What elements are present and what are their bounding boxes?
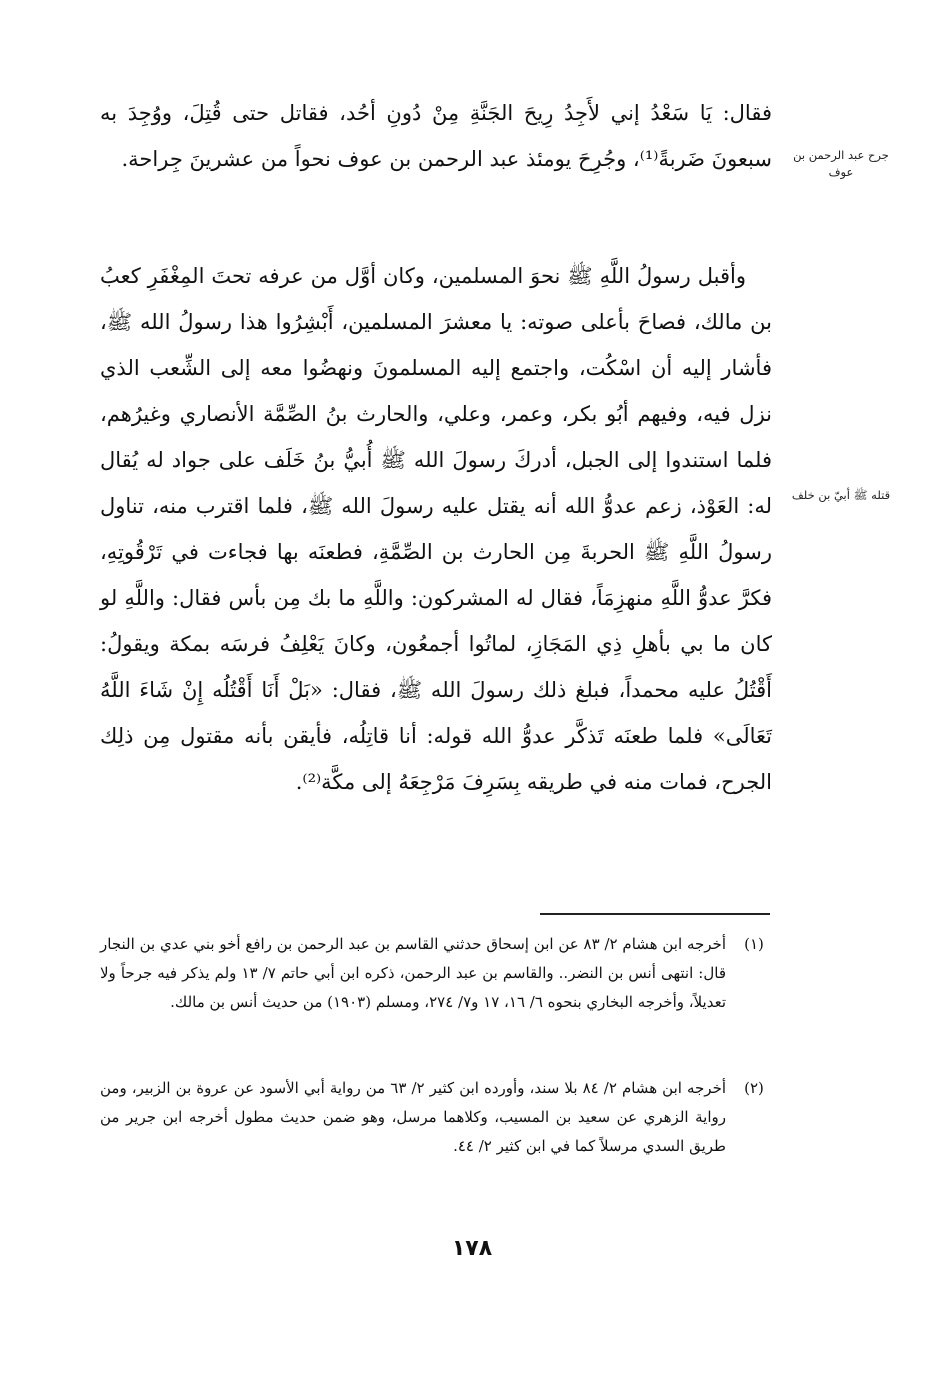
footnote-2 (100, 1074, 772, 1161)
footnote-text: أخرجه ابن هشام ٢/ ٨٤ بلا سند، وأورده ابن كثير ٢/ ٦٣ من رواية أبي الأسود عن عروة بن الزبير، ومن رواية الزهري عن سعيد بن المسيب، وكلاهما مرسل، وهو ضمن حديث مطول أخرجه ابن جرير من طريق السدي مرسلاً كما في ابن كثير ٢/ ٤٤. (100, 1079, 727, 1155)
footnote-separator (540, 913, 770, 915)
footnote-number: (١) (744, 935, 764, 953)
main-paragraph-2: وأقبل رسولُ اللَّهِ ﷺ نحوَ المسلمين، وكان أوَّل من عرفه تحتَ المِغْفَرِ كعبُ بن مالك، فصاحَ بأعلى صوته: يا معشرَ المسلمين، أَبْشِرُوا هذا رسولُ الله ﷺ، فأشار إليه أن اسْكُت، واجتمع إليه المسلمونَ ونهضُوا معه إلى الشِّعب الذي نزل فيه، وفيهم أبُو بكر، وعمر، وعلي، والحارث بنُ الصِّمَّة الأنصاري وغيرُهم، فلما استندوا إلى الجبل، أدركَ رسولَ الله ﷺ أُبيُّ بنُ خَلَف على جواد له يُقال له: العَوْذ، زعم عدوُّ الله أنه يقتل عليه رسولَ الله ﷺ، فلما اقترب منه، تناول رسولُ اللَّهِ ﷺ الحربةَ مِن الحارث بن الصِّمَّةِ، فطعنَه بها فجاءت في تَرْقُوتِهِ، فكرَّ عدوُّ اللَّهِ منهزِمَاً، فقال له المشركون: واللَّهِ ما بك مِن بأس فقال: واللَّهِ لو كان ما بي بأهلِ ذِي المَجَازِ، لماتُوا أجمعُون، وكانَ يَعْلِفُ فرسَه بمكة ويقولُ: أَقْتُلُ عليه محمداً، فبلغ ذلك رسولَ الله ﷺ، فقال: «بَلْ أَنَا أَقْتُلُه إِنْ شَاءَ اللَّهُ تَعَالَى» فلما طعنَه تَذكَّر عدوُّ الله قوله: أنا قاتِلُه، فأيقن بأنه مقتول مِن ذلِك الجرح، فمات منه في طريقه بِسَرِفَ مَرْجِعَهُ إلى مكَّة⁽²⁾. (100, 264, 772, 794)
footnote-1 (100, 930, 772, 1017)
page-number: ١٧٨ (451, 1236, 493, 1261)
footnote-number: (٢) (744, 1079, 764, 1097)
margin-note-abdulrahman: جرح عبد الرحمن بن عوف (793, 148, 889, 179)
footnote-text: أخرجه ابن هشام ٢/ ٨٣ عن ابن إسحاق حدثني القاسم بن عبد الرحمن بن رافع أخو بني عدي بن النجار قال: انتهى أنس بن النضر.. والقاسم بن عبد الرحمن، ذكره ابن أبي حاتم ٧/ ١٣ ولم يذكر فيه جرحاً ولا تعديلاً، وأخرجه البخاري بنحوه ٦/ ١٦، ١٧ و٧/ ٢٧٤، ومسلم (١٩٠٣) من حديث أنس بن مالك. (100, 935, 726, 1011)
margin-note-ubayy: قتله ﷺ أبيّ بن خلف (791, 488, 891, 502)
main-paragraph-1: فقال: يَا سَعْدُ إني لأَجِدُ رِيحَ الجَنَّةِ مِنْ دُونِ أحُد، فقاتل حتى قُتِلَ، ووُجِدَ به سبعونَ ضَربةً⁽¹⁾، وجُرِحَ يومئذ عبد الرحمن بن عوف نحواً من عشرينَ جِراحة. (100, 101, 772, 171)
